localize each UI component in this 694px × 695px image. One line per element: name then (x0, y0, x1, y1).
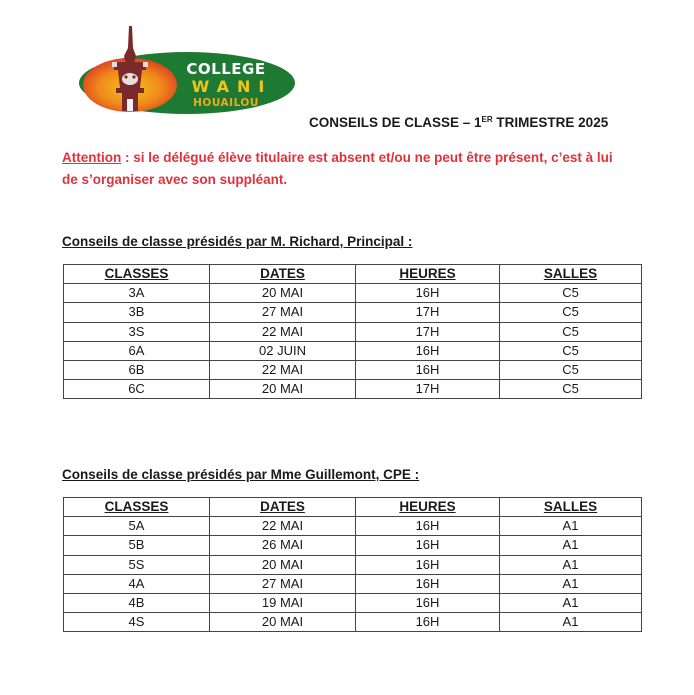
table-row (64, 613, 642, 632)
cell-time: 16H (356, 593, 500, 612)
section-title-principal: Conseils de classe présidés par M. Richard, Principal : (62, 234, 413, 249)
column-header-classes: CLASSES (64, 498, 210, 517)
column-header-dates: DATES (210, 498, 356, 517)
column-header-heures: HEURES (356, 498, 500, 517)
cell-class: 3B (64, 303, 210, 322)
cell-date: 20 MAI (210, 555, 356, 574)
cell-class: 6C (64, 380, 210, 399)
logo-college-text: COLLEGE (186, 60, 266, 78)
cell-room: A1 (500, 593, 642, 612)
logo-wani-text: WANI (191, 77, 273, 96)
cell-class: 5B (64, 536, 210, 555)
cell-class: 5A (64, 517, 210, 536)
cell-date: 22 MAI (210, 322, 356, 341)
cell-date: 02 JUIN (210, 341, 356, 360)
cell-time: 16H (356, 555, 500, 574)
attention-text: : si le délégué élève titulaire est absent et/ou ne peut être présent, c’est à lui de s’organiser avec son suppléant. (62, 150, 613, 187)
cell-room: C5 (500, 341, 642, 360)
cell-date: 27 MAI (210, 574, 356, 593)
cell-time: 16H (356, 536, 500, 555)
attention-label: Attention (62, 150, 122, 165)
table-row (64, 555, 642, 574)
table-row (64, 303, 642, 322)
cell-class: 4A (64, 574, 210, 593)
cell-date: 20 MAI (210, 284, 356, 303)
table-row (64, 322, 642, 341)
cell-date: 20 MAI (210, 613, 356, 632)
cell-room: A1 (500, 517, 642, 536)
cell-date: 27 MAI (210, 303, 356, 322)
column-header-heures: HEURES (356, 265, 500, 284)
column-header-dates: DATES (210, 265, 356, 284)
table-row (64, 593, 642, 612)
table-row (64, 517, 642, 536)
cell-date: 19 MAI (210, 593, 356, 612)
cell-room: C5 (500, 303, 642, 322)
cell-room: C5 (500, 360, 642, 379)
cell-time: 16H (356, 284, 500, 303)
cell-class: 4B (64, 593, 210, 612)
page-title (309, 115, 608, 130)
title-superscript: ER (481, 115, 493, 124)
cell-room: A1 (500, 613, 642, 632)
table-row (64, 341, 642, 360)
cell-time: 17H (356, 380, 500, 399)
cell-class: 3S (64, 322, 210, 341)
cell-date: 26 MAI (210, 536, 356, 555)
title-suffix: TRIMESTRE 2025 (492, 115, 609, 130)
cell-class: 3A (64, 284, 210, 303)
cell-time: 16H (356, 517, 500, 536)
cell-class: 4S (64, 613, 210, 632)
table-row (64, 284, 642, 303)
cell-time: 17H (356, 322, 500, 341)
cell-time: 16H (356, 574, 500, 593)
cell-class: 6A (64, 341, 210, 360)
schedule-table-cpe (63, 497, 642, 632)
column-header-salles: SALLES (500, 498, 642, 517)
table-row (64, 536, 642, 555)
title-prefix: CONSEILS DE CLASSE – 1 (309, 115, 482, 130)
table-row (64, 380, 642, 399)
cell-date: 22 MAI (210, 360, 356, 379)
cell-room: C5 (500, 380, 642, 399)
cell-room: C5 (500, 322, 642, 341)
column-header-salles: SALLES (500, 265, 642, 284)
cell-room: A1 (500, 536, 642, 555)
attention-notice (62, 147, 632, 191)
college-logo (78, 24, 296, 116)
column-header-classes: CLASSES (64, 265, 210, 284)
table-header-row (64, 498, 642, 517)
schedule-table-principal (63, 264, 642, 399)
cell-date: 20 MAI (210, 380, 356, 399)
cell-class: 6B (64, 360, 210, 379)
cell-room: A1 (500, 574, 642, 593)
cell-room: C5 (500, 284, 642, 303)
cell-date: 22 MAI (210, 517, 356, 536)
cell-time: 16H (356, 360, 500, 379)
cell-room: A1 (500, 555, 642, 574)
cell-time: 17H (356, 303, 500, 322)
table-row (64, 360, 642, 379)
cell-time: 16H (356, 341, 500, 360)
table-header-row (64, 265, 642, 284)
section-title-cpe: Conseils de classe présidés par Mme Guillemont, CPE : (62, 467, 420, 482)
cell-class: 5S (64, 555, 210, 574)
cell-time: 16H (356, 613, 500, 632)
table-row (64, 574, 642, 593)
logo-houailou-text: HOUAILOU (193, 97, 259, 109)
